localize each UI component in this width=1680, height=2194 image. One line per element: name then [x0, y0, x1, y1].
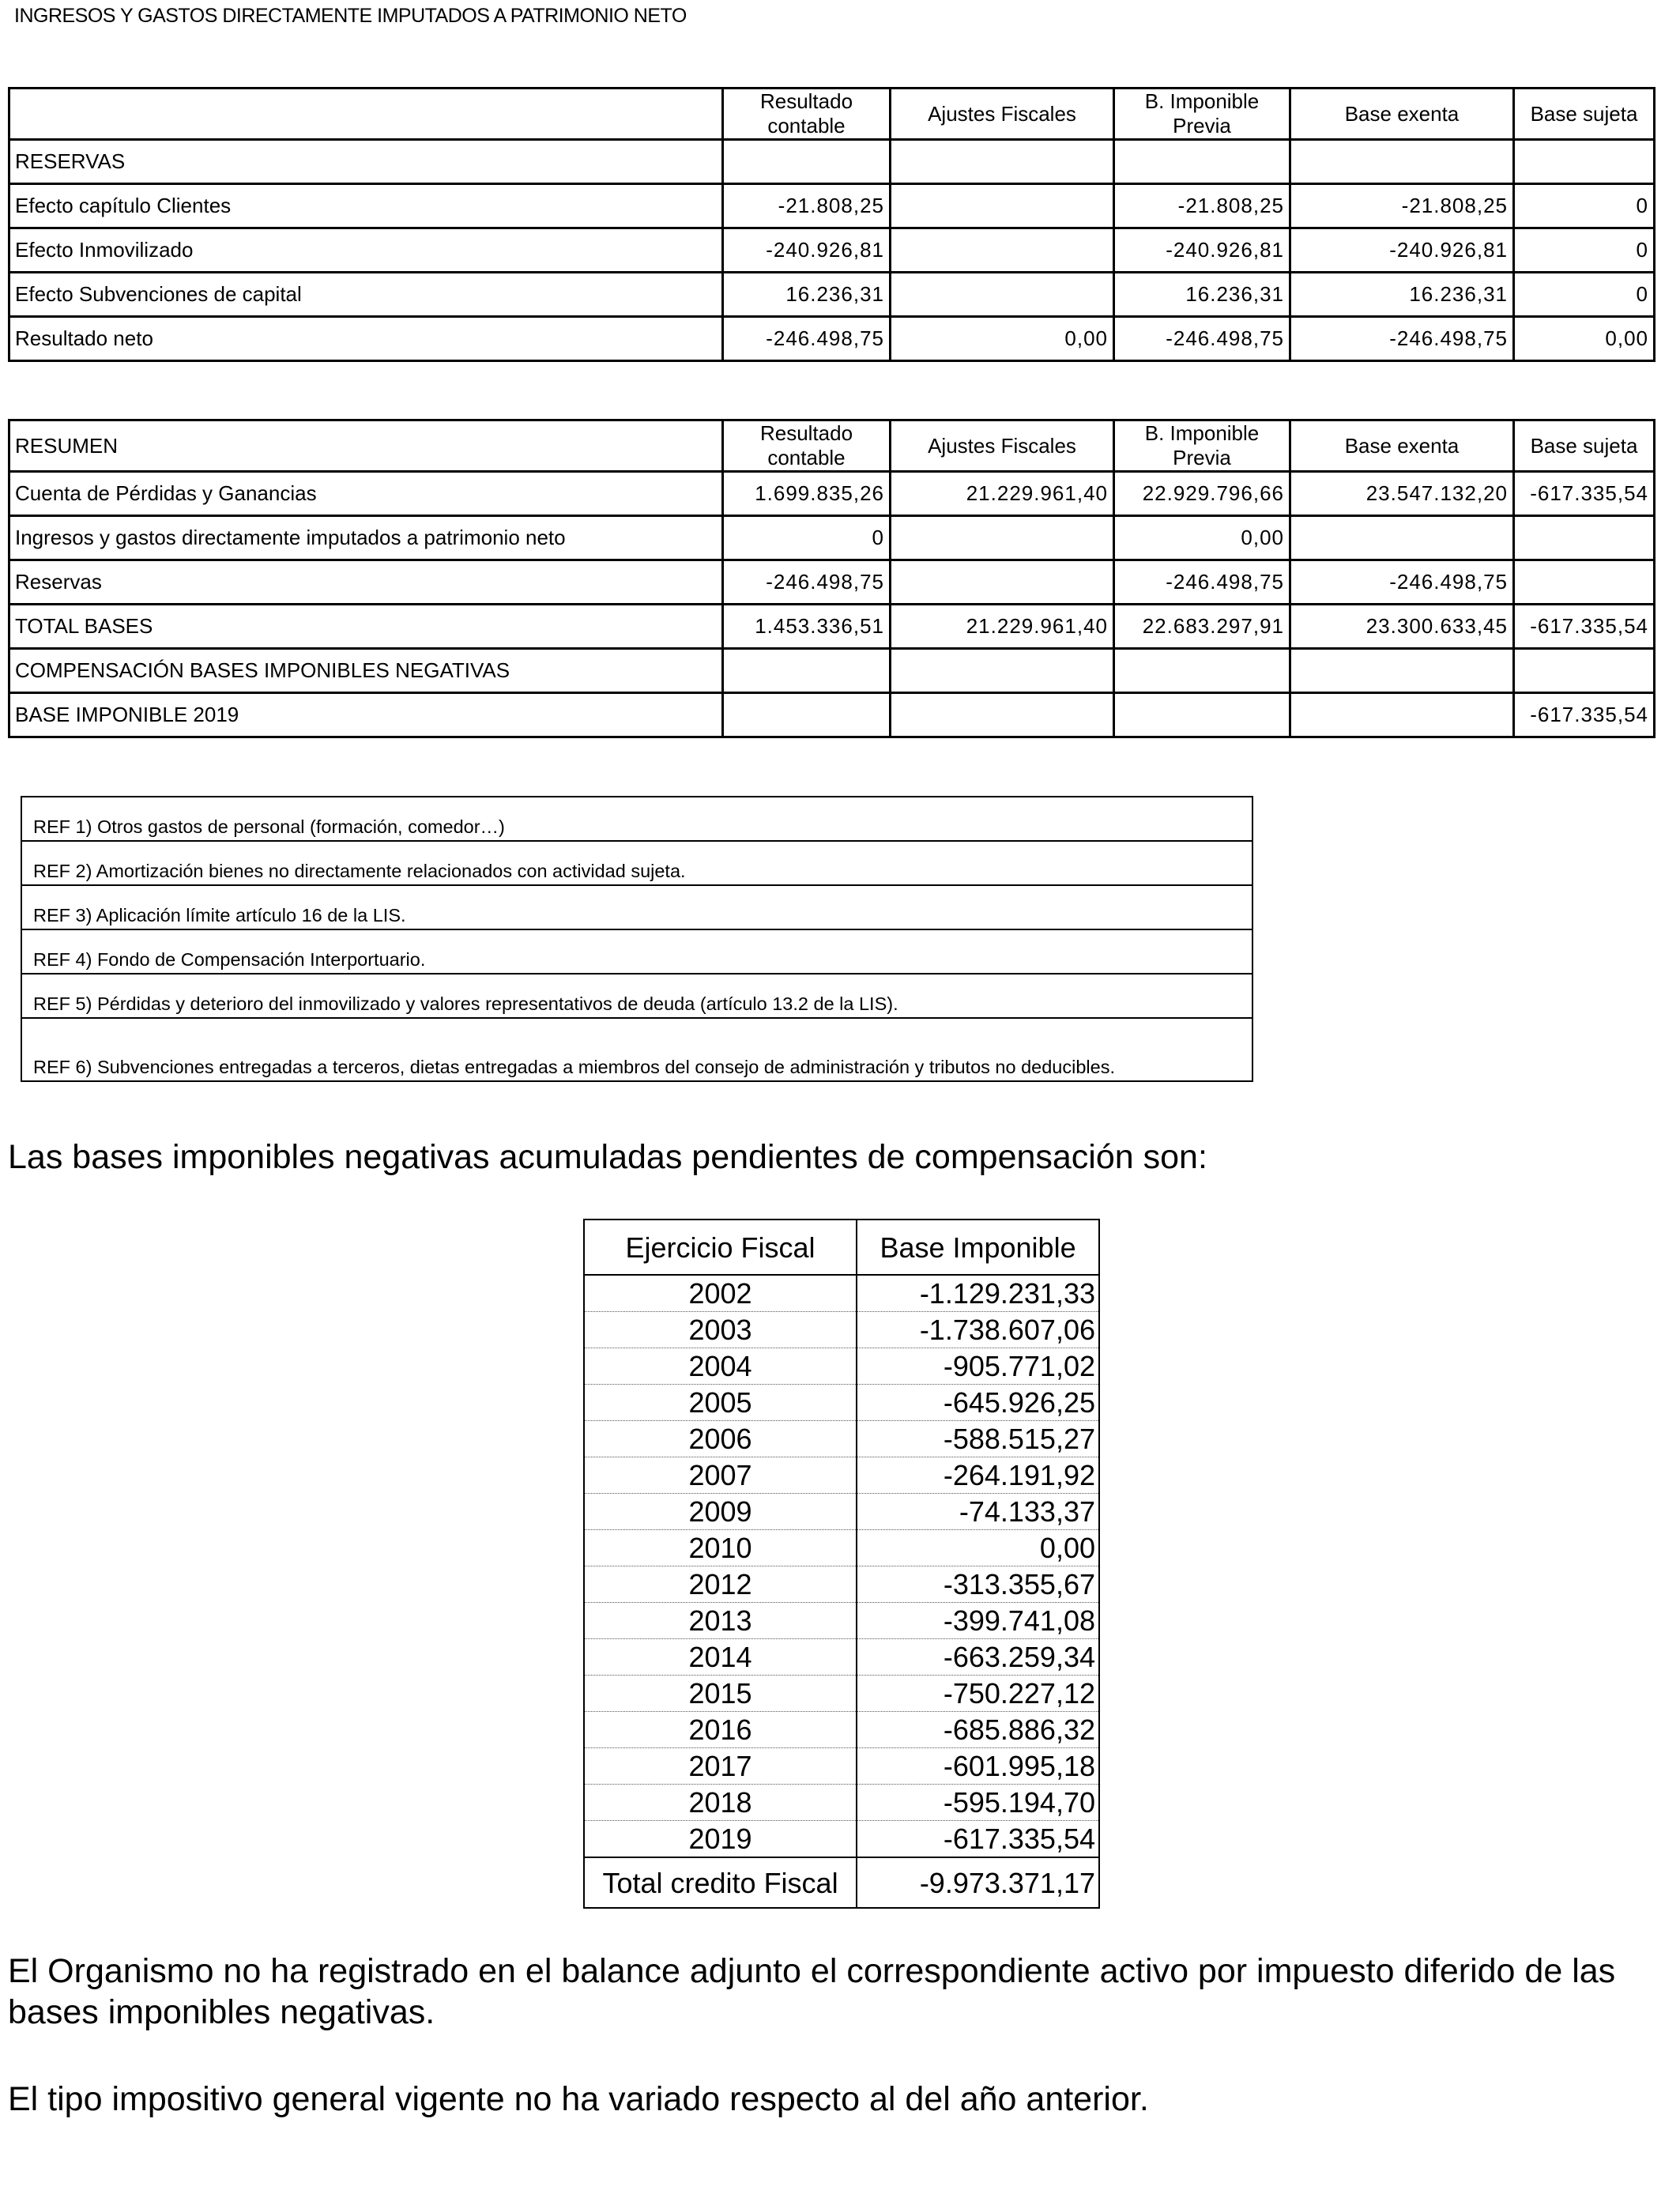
cell-bimponible: -21.808,25 [1114, 184, 1290, 228]
cell-ajustes [891, 560, 1114, 605]
cell-resultado: 0 [723, 516, 891, 560]
table-row [584, 1603, 1099, 1639]
year-cell: 2004 [584, 1348, 857, 1385]
reservas-header-row [9, 89, 1655, 140]
resumen-header-row [9, 420, 1655, 472]
references-box [21, 796, 1253, 1082]
bases-total-row [584, 1857, 1099, 1908]
table-row [9, 228, 1655, 273]
col-base-sujeta: Base sujeta [1514, 420, 1655, 472]
cell-sujeta: -617.335,54 [1514, 693, 1655, 737]
cell-ajustes [891, 693, 1114, 737]
row-label: Reservas [9, 560, 723, 605]
col-resultado-contable: Resultado contable [723, 420, 891, 472]
cell-ajustes [891, 184, 1114, 228]
table-row [9, 516, 1655, 560]
cell-resultado: 1.699.835,26 [723, 472, 891, 516]
cell-resultado [723, 693, 891, 737]
table-row [584, 1785, 1099, 1821]
cell-ajustes [891, 228, 1114, 273]
col-ajustes-fiscales: Ajustes Fiscales [891, 89, 1114, 140]
ref-item: REF 5) Pérdidas y deterioro del inmovilizado y valores representativos de deuda (artículo 13.2 de la LIS). [22, 974, 1252, 1019]
cell-sujeta: -617.335,54 [1514, 605, 1655, 649]
cell-ajustes [891, 649, 1114, 693]
table-row [9, 472, 1655, 516]
col-ejercicio-fiscal: Ejercicio Fiscal [584, 1220, 857, 1275]
cell-exenta: -246.498,75 [1290, 317, 1514, 361]
cell-resultado: 1.453.336,51 [723, 605, 891, 649]
value-cell: -750.227,12 [857, 1676, 1099, 1712]
header-blank [9, 89, 723, 140]
value-cell: -595.194,70 [857, 1785, 1099, 1821]
total-label: Total credito Fiscal [584, 1857, 857, 1908]
row-label: Efecto capítulo Clientes [9, 184, 723, 228]
cell-ajustes [891, 516, 1114, 560]
empty-cell [1290, 140, 1514, 184]
table-row [584, 1712, 1099, 1748]
year-cell: 2016 [584, 1712, 857, 1748]
reservas-heading: RESERVAS [9, 140, 723, 184]
tipo-impositivo-paragraph: El tipo impositivo general vigente no ha variado respecto al del año anterior. [8, 2080, 1149, 2118]
cell-resultado [723, 649, 891, 693]
value-cell: -617.335,54 [943, 1823, 1095, 1855]
year-cell: 2006 [584, 1421, 857, 1457]
cell-sujeta: -617.335,54 [1514, 472, 1655, 516]
col-ajustes-fiscales: Ajustes Fiscales [891, 420, 1114, 472]
table-row [584, 1566, 1099, 1603]
resumen-table [8, 419, 1656, 738]
cell-exenta [1290, 516, 1514, 560]
cell-exenta: 16.236,31 [1290, 273, 1514, 317]
year-cell: 2005 [584, 1385, 857, 1421]
table-row [9, 693, 1655, 737]
cell-sujeta: 0,00 [1514, 317, 1655, 361]
empty-cell [723, 140, 891, 184]
cell-exenta: 23.300.633,45 [1290, 605, 1514, 649]
col-base-sujeta: Base sujeta [1514, 89, 1655, 140]
year-cell: 2003 [584, 1312, 857, 1348]
year-cell: 2019 [584, 1821, 857, 1858]
table-row [9, 560, 1655, 605]
value-cell: -313.355,67 [857, 1566, 1099, 1603]
value-cell: 0,00 [857, 1530, 1099, 1566]
value-cell: -905.771,02 [857, 1348, 1099, 1385]
cell-bimponible: 16.236,31 [1114, 273, 1290, 317]
col-base-imponible: Base Imponible [857, 1220, 1099, 1275]
ref-item: REF 2) Amortización bienes no directamente relacionados con actividad sujeta. [22, 842, 1252, 886]
table-row [584, 1457, 1099, 1494]
value-cell: -74.133,37 [857, 1494, 1099, 1530]
year-cell: 2014 [584, 1639, 857, 1676]
value-cell: -399.741,08 [857, 1603, 1099, 1639]
cell-exenta [1290, 649, 1514, 693]
row-label: Efecto Subvenciones de capital [9, 273, 723, 317]
value-cell: -588.515,27 [857, 1421, 1099, 1457]
cell-bimponible: 0,00 [1114, 516, 1290, 560]
row-label: Resultado neto [9, 317, 723, 361]
table-row [584, 1530, 1099, 1566]
cell-bimponible: 22.929.796,66 [1114, 472, 1290, 516]
cell-exenta [1290, 693, 1514, 737]
cell-sujeta [1514, 560, 1655, 605]
year-cell: 2009 [584, 1494, 857, 1530]
value-cell: -264.191,92 [857, 1457, 1099, 1494]
bases-negativas-table [583, 1219, 1100, 1909]
table-row [584, 1312, 1099, 1348]
empty-cell [1114, 140, 1290, 184]
value-cell: -601.995,18 [857, 1748, 1099, 1785]
col-b-imponible-previa: B. Imponible Previa [1114, 89, 1290, 140]
cell-bimponible: -240.926,81 [1114, 228, 1290, 273]
ref-item: REF 3) Aplicación límite artículo 16 de la LIS. [22, 886, 1252, 930]
cell-ajustes: 0,00 [891, 317, 1114, 361]
cell-resultado: 16.236,31 [723, 273, 891, 317]
empty-cell [891, 140, 1114, 184]
cell-sujeta: 0 [1514, 184, 1655, 228]
cell-resultado: -240.926,81 [723, 228, 891, 273]
cell-sujeta: 0 [1514, 273, 1655, 317]
cell-ajustes [891, 273, 1114, 317]
value-cell: -645.926,25 [857, 1385, 1099, 1421]
year-cell: 2002 [584, 1275, 857, 1312]
row-label: Efecto Inmovilizado [9, 228, 723, 273]
row-label: TOTAL BASES [9, 605, 723, 649]
table-row [9, 605, 1655, 649]
table-row [584, 1275, 1099, 1312]
year-cell: 2018 [584, 1785, 857, 1821]
table-row [584, 1639, 1099, 1676]
cell-exenta: -240.926,81 [1290, 228, 1514, 273]
table-row [584, 1348, 1099, 1385]
cell-resultado: -246.498,75 [723, 317, 891, 361]
value-cell: -1.738.607,06 [857, 1312, 1099, 1348]
value-cell: -663.259,34 [857, 1639, 1099, 1676]
table-row [584, 1421, 1099, 1457]
table-row [584, 1494, 1099, 1530]
row-label: BASE IMPONIBLE 2019 [9, 693, 723, 737]
activo-diferido-paragraph: El Organismo no ha registrado en el balance adjunto el correspondiente activo por impuesto diferido de las bases imponibles negativas. [8, 1952, 1616, 2031]
cell-ajustes: 21.229.961,40 [891, 605, 1114, 649]
table-row [9, 184, 1655, 228]
col-base-exenta: Base exenta [1290, 89, 1514, 140]
row-label: COMPENSACIÓN BASES IMPONIBLES NEGATIVAS [9, 649, 723, 693]
table-row [9, 649, 1655, 693]
table-row [9, 273, 1655, 317]
cell-sujeta: 0 [1514, 228, 1655, 273]
bases-header-row [584, 1220, 1099, 1275]
col-resultado-contable: Resultado contable [723, 89, 891, 140]
table-row [584, 1385, 1099, 1421]
row-label: Cuenta de Pérdidas y Ganancias [9, 472, 723, 516]
cell-bimponible: -246.498,75 [1114, 560, 1290, 605]
ref-item: REF 4) Fondo de Compensación Interportuario. [22, 930, 1252, 974]
table-row [584, 1748, 1099, 1785]
cell-resultado: -21.808,25 [723, 184, 891, 228]
row-label: Ingresos y gastos directamente imputados a patrimonio neto [9, 516, 723, 560]
value-cell: -1.129.231,33 [857, 1275, 1099, 1312]
total-value: -9.973.371,17 [857, 1857, 1099, 1908]
col-b-imponible-previa: B. Imponible Previa [1114, 420, 1290, 472]
cell-bimponible [1114, 649, 1290, 693]
cell-exenta: 23.547.132,20 [1290, 472, 1514, 516]
reservas-heading-row [9, 140, 1655, 184]
year-cell: 2017 [584, 1748, 857, 1785]
year-cell: 2007 [584, 1457, 857, 1494]
empty-cell [1514, 140, 1655, 184]
cell-sujeta [1514, 516, 1655, 560]
year-cell: 2010 [584, 1530, 857, 1566]
table-row [584, 1821, 1099, 1858]
year-cell: 2015 [584, 1676, 857, 1712]
cell-ajustes: 21.229.961,40 [891, 472, 1114, 516]
col-base-exenta: Base exenta [1290, 420, 1514, 472]
cell-sujeta [1514, 649, 1655, 693]
cell-resultado: -246.498,75 [723, 560, 891, 605]
table-row [584, 1676, 1099, 1712]
cell-bimponible: 22.683.297,91 [1114, 605, 1290, 649]
page-title: INGRESOS Y GASTOS DIRECTAMENTE IMPUTADOS A PATRIMONIO NETO [14, 5, 687, 27]
year-cell: 2012 [584, 1566, 857, 1603]
ref-item: REF 6) Subvenciones entregadas a terceros, dietas entregadas a miembros del consejo de administración y tributos no deducibles. [33, 1057, 1115, 1077]
year-cell: 2013 [584, 1603, 857, 1639]
reservas-table [8, 87, 1656, 362]
resumen-heading: RESUMEN [9, 420, 723, 472]
cell-exenta: -21.808,25 [1290, 184, 1514, 228]
bases-intro-paragraph: Las bases imponibles negativas acumuladas pendientes de compensación son: [8, 1138, 1207, 1176]
value-cell: -685.886,32 [857, 1712, 1099, 1748]
cell-exenta: -246.498,75 [1290, 560, 1514, 605]
ref-item: REF 1) Otros gastos de personal (formación, comedor…) [22, 797, 1252, 842]
cell-bimponible: -246.498,75 [1114, 317, 1290, 361]
table-row [9, 317, 1655, 361]
cell-bimponible [1114, 693, 1290, 737]
